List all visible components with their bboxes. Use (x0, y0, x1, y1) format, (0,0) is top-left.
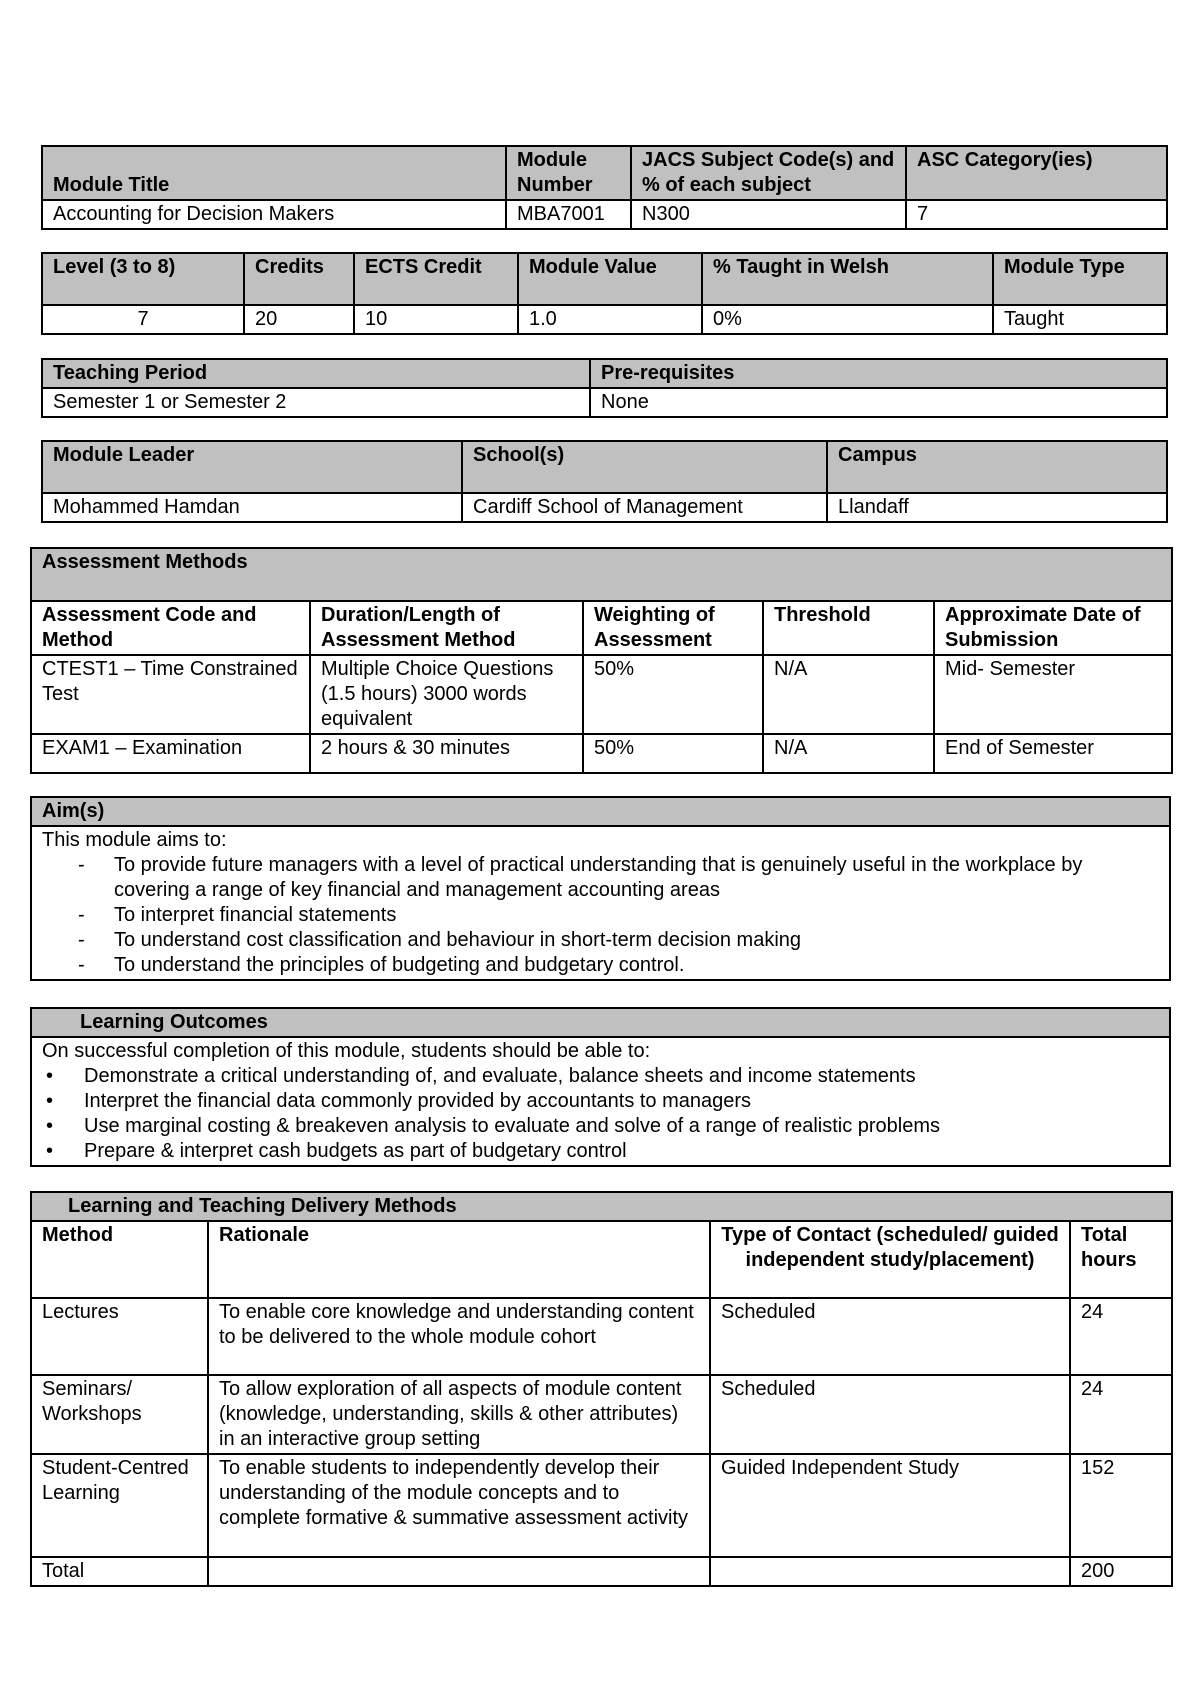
module-title-value: Accounting for Decision Makers (42, 200, 506, 229)
list-item: - To understand the principles of budgeting and budgetary control. (78, 954, 685, 976)
prerequisites-value: None (590, 388, 1167, 417)
table-cell: To enable core knowledge and understanding content to be delivered to the whole module cohort (208, 1298, 710, 1375)
delivery-col-header: Rationale (208, 1221, 710, 1298)
table-cell: 24 (1070, 1298, 1172, 1375)
jacs-value: N300 (631, 200, 906, 229)
level-header: Level (3 to 8) (42, 253, 244, 305)
welsh-header: % Taught in Welsh (702, 253, 993, 305)
table-cell: Mid- Semester (934, 655, 1172, 734)
credits-header: Credits (244, 253, 354, 305)
table-cell: Seminars/ Workshops (31, 1375, 208, 1454)
assessment-col-header: Approximate Date of Submission (934, 601, 1172, 655)
table-cell (208, 1557, 710, 1586)
aims-title: Aim(s) (31, 797, 1170, 826)
table-row (31, 734, 1172, 773)
delivery-title: Learning and Teaching Delivery Methods (31, 1192, 1172, 1221)
table-cell: 24 (1070, 1375, 1172, 1454)
module-leader-header: Module Leader (42, 441, 462, 493)
learning-outcomes-body (31, 1037, 1170, 1166)
module-title-header: Module Title (42, 146, 506, 200)
ects-header: ECTS Credit (354, 253, 518, 305)
level-info-table (41, 252, 1168, 335)
aims-body (31, 826, 1170, 980)
table-cell: N/A (763, 734, 934, 773)
table-cell (710, 1557, 1070, 1586)
outcomes-list (42, 1064, 1159, 1164)
list-item: - To interpret financial statements (78, 904, 397, 926)
aims-table (30, 796, 1171, 981)
table-cell: Student-Centred Learning (31, 1454, 208, 1557)
total-value: 200 (1070, 1557, 1172, 1586)
table-cell: Scheduled (710, 1375, 1070, 1454)
learning-outcomes-table (30, 1007, 1171, 1167)
table-row (31, 1375, 1172, 1454)
jacs-header: JACS Subject Code(s) and % of each subject (631, 146, 906, 200)
list-item: • Interpret the financial data commonly provided by accountants to managers (46, 1090, 752, 1112)
outcomes-intro: On successful completion of this module, students should be able to: (42, 1040, 651, 1062)
module-value-header: Module Value (518, 253, 702, 305)
table-row (31, 1557, 1172, 1586)
delivery-col-header: Total hours (1070, 1221, 1172, 1298)
list-item: - To provide future managers with a level of practical understanding that is genuinely useful in the workplace by covering a range of key financial and management accounting areas (78, 854, 1083, 901)
table-cell: N/A (763, 655, 934, 734)
asc-value: 7 (906, 200, 1167, 229)
assessment-title: Assessment Methods (31, 548, 1172, 601)
module-type-value: Taught (993, 305, 1167, 334)
campus-value: Llandaff (827, 493, 1167, 522)
module-leader-table (41, 440, 1168, 523)
module-info-table (41, 145, 1168, 230)
list-item: • Prepare & interpret cash budgets as part of budgetary control (46, 1140, 627, 1162)
delivery-col-header: Type of Contact (scheduled/ guided independent study/placement) (710, 1221, 1070, 1298)
list-item: • Demonstrate a critical understanding of, and evaluate, balance sheets and income statements (46, 1065, 916, 1087)
module-leader-value: Mohammed Hamdan (42, 493, 462, 522)
assessment-col-header: Duration/Length of Assessment Method (310, 601, 583, 655)
assessment-col-header: Threshold (763, 601, 934, 655)
credits-value: 20 (244, 305, 354, 334)
table-cell: EXAM1 – Examination (31, 734, 310, 773)
level-value: 7 (42, 305, 244, 334)
module-number-header: Module Number (506, 146, 631, 200)
asc-header: ASC Category(ies) (906, 146, 1167, 200)
list-item: - To understand cost classification and behaviour in short-term decision making (78, 929, 802, 951)
table-cell: To allow exploration of all aspects of module content (knowledge, understanding, skills & other attributes) in an interactive group setting (208, 1375, 710, 1454)
teaching-period-table (41, 358, 1168, 418)
welsh-value: 0% (702, 305, 993, 334)
prerequisites-header: Pre-requisites (590, 359, 1167, 388)
ects-value: 10 (354, 305, 518, 334)
module-number-value: MBA7001 (506, 200, 631, 229)
table-row (31, 1298, 1172, 1375)
table-cell: CTEST1 – Time Constrained Test (31, 655, 310, 734)
table-cell: Guided Independent Study (710, 1454, 1070, 1557)
table-cell: 2 hours & 30 minutes (310, 734, 583, 773)
table-cell: End of Semester (934, 734, 1172, 773)
total-label: Total (31, 1557, 208, 1586)
assessment-col-header: Assessment Code and Method (31, 601, 310, 655)
school-value: Cardiff School of Management (462, 493, 827, 522)
list-item: • Use marginal costing & breakeven analysis to evaluate and solve of a range of realistic problems (46, 1115, 941, 1137)
module-value-value: 1.0 (518, 305, 702, 334)
aims-intro: This module aims to: (42, 829, 227, 851)
campus-header: Campus (827, 441, 1167, 493)
delivery-col-header: Method (31, 1221, 208, 1298)
aims-list (42, 853, 1159, 978)
learning-outcomes-title: Learning Outcomes (31, 1008, 1170, 1037)
table-cell: 50% (583, 655, 763, 734)
table-cell: Lectures (31, 1298, 208, 1375)
teaching-period-value: Semester 1 or Semester 2 (42, 388, 590, 417)
assessment-col-header: Weighting of Assessment (583, 601, 763, 655)
school-header: School(s) (462, 441, 827, 493)
module-type-header: Module Type (993, 253, 1167, 305)
table-cell: Scheduled (710, 1298, 1070, 1375)
table-cell: 152 (1070, 1454, 1172, 1557)
table-cell: 50% (583, 734, 763, 773)
table-cell: To enable students to independently develop their understanding of the module concepts and to complete formative & summative assessment activity (208, 1454, 710, 1557)
table-row (31, 1454, 1172, 1557)
table-row (31, 655, 1172, 734)
teaching-period-header: Teaching Period (42, 359, 590, 388)
delivery-methods-table (30, 1191, 1173, 1587)
assessment-table (30, 547, 1173, 774)
table-cell: Multiple Choice Questions (1.5 hours) 3000 words equivalent (310, 655, 583, 734)
